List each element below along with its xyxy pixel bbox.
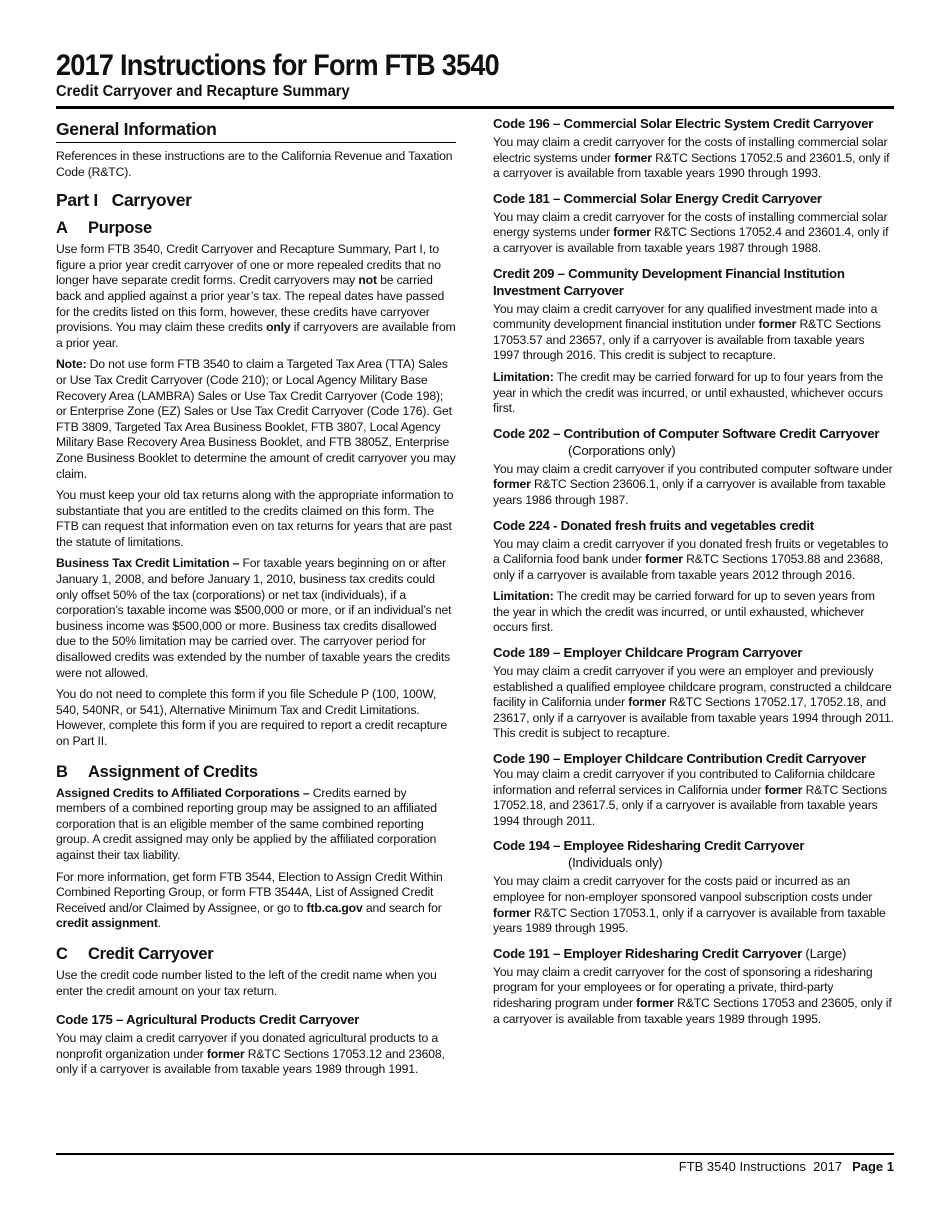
general-information-text: References in these instructions are to the California Revenue and Taxation Code (R&TC). [56, 149, 453, 179]
section-title: Credit Carryover [88, 944, 214, 963]
section-letter: C [56, 944, 68, 963]
more-information-paragraph: For more information, get form FTB 3544, Election to Assign Credit Within Combined Reporting Group, or form FTB 3544A, List of Assigned Credit Received and/or Claimed by Assignee, or go to ftb.ca.gov and search for credit assignment. [56, 869, 443, 931]
code-202-paragraph: You may claim a credit carryover if you contributed computer software under former R&TC Section 23606.1, only if a carryover is available from taxable years 1986 through 1987. [493, 461, 893, 507]
footer-rule [56, 1153, 894, 1155]
header-rule [56, 106, 894, 109]
section-letter: A [56, 219, 68, 238]
section-c-heading [56, 944, 456, 964]
purpose-paragraph: Use form FTB 3540, Credit Carryover and Recapture Summary, Part I, to figure a prior year credit carryover of one or more repealed credits that no longer have separate credit forms. Credit carryovers may not be carried back and applied against a prior year’s tax. The repeal dates have passed for the credits listed on this form, however, these credits have carryover provisions. You may claim these credits only if carryovers are available from a prior year. [56, 242, 456, 350]
keep-returns-paragraph: You must keep your old tax returns along with the appropriate information to substantiate that you are entitled to the credits claimed on this form. The FTB can request that information even on tax returns for years that are past the statute of limitations. [56, 488, 454, 549]
code-190-heading: Code 190 – Employer Childcare Contribution Credit Carryover [493, 751, 866, 767]
code-202-heading: Code 202 – Contribution of Computer Software Credit Carryover (Corporations only) [493, 425, 880, 458]
footer-document: FTB 3540 Instructions 2017 [678, 1159, 843, 1174]
two-column-body [56, 116, 894, 1084]
code-224-limitation: Limitation: The credit may be carried forward for up to seven years from the year in which the credit was incurred, or until exhausted, whichever occurs first. [493, 589, 875, 635]
code-181-heading: Code 181 – Commercial Solar Energy Credit Carryover [493, 190, 822, 206]
code-194-paragraph: You may claim a credit carryover for the costs paid or incurred as an employee for non-employer sponsored vanpool subscription costs under former R&TC Section 17053.1, only if a carryover is available from taxable years 1989 through 1995. [493, 874, 886, 936]
code-181-paragraph: You may claim a credit carryover for the costs of installing commercial solar energy systems under former R&TC Sections 17052.4 and 23601.4, only if a carryover is available from taxable years 1987 through 1988. [493, 209, 889, 255]
schedule-p-paragraph: You do not need to complete this form if you file Schedule P (100, 100W, 540, 540NR, or 541), Alternative Minimum Tax and Credit Limitations. However, complete this form if you are required to report a credit recapture on Part II. [56, 687, 447, 748]
note-paragraph: Note: Do not use form FTB 3540 to claim a Targeted Tax Area (TTA) Sales or Use Tax Credit Carryover (Code 210); or Local Agency Military Base Recovery Area (LAMBRA) Sales or Use Tax Credit Carryover (Code 198); or Enterprise Zone (EZ) Sales or Use Tax Credit Carryover (Code 176). Get FTB 3809, Targeted Tax Area Business Booklet, FTB 3807, Local Agency Military Base Recovery Area Business Booklet, and FTB 3805Z, Enterprise Zone Business Booklet to determine the amount of credit carryover you may claim. [56, 357, 456, 481]
code-190-paragraph: You may claim a credit carryover if you contributed to California childcare information and referral services in California under former R&TC Sections 17052.18, and 23617.5, only if a carryover is available from taxable years 1994 through 2011. [493, 767, 887, 828]
assigned-credits-paragraph: Assigned Credits to Affiliated Corporations – Credits earned by members of a combined reporting group may be assigned to an affiliated corporation that is an eligible member of the same combined reporting group. A credit assigned may only be applied by the affiliated corporation against their tax liability. [56, 785, 437, 862]
code-209-heading: Credit 209 – Community Development Financial Institution Investment Carryover [493, 265, 845, 298]
page-footer [679, 1159, 894, 1175]
code-191-heading: Code 191 – Employer Ridesharing Credit Carryover (Large) [493, 945, 847, 961]
code-189-paragraph: You may claim a credit carryover if you were an employer and previously established a qualified employee childcare program, constructed a childcare facility in California under former R&TC Sections 17052.17, 17052.18, and 23617, only if a carryover is available from taxable years 1994 through 2011. This credit is subject to recapture. [493, 664, 894, 741]
general-information-heading: General Information [56, 119, 456, 143]
code-189-heading: Code 189 – Employer Childcare Program Carryover [493, 645, 803, 661]
code-209-limitation: Limitation: The credit may be carried forward for up to four years from the year in which the credit was incurred, or until exhausted, whichever occurs first. [493, 369, 884, 416]
document-subtitle: Credit Carryover and Recapture Summary [56, 83, 350, 100]
code-196-paragraph: You may claim a credit carryover for the costs of installing commercial solar electric systems under former R&TC Sections 17052.5 and 23601.5, only if a carryover is available from taxable years 1990 through 1993. [493, 135, 890, 181]
code-196-heading: Code 196 – Commercial Solar Electric System Credit Carryover [493, 116, 874, 131]
code-175-paragraph: You may claim a credit carryover if you donated agricultural products to a nonprofit organization under former R&TC Sections 17053.12 and 23608, only if a carryover is available from taxable years 1989 through 1991. [56, 1031, 445, 1077]
page [56, 50, 894, 1084]
section-letter: B [56, 762, 68, 781]
left-column [56, 119, 456, 1084]
code-224-paragraph: You may claim a credit carryover if you donated fresh fruits or vegetables to a California food bank under former R&TC Sections 17053.88 and 23688, only if a carryover is available from taxable years 2012 through 2016. [493, 536, 889, 582]
code-194-heading: Code 194 – Employee Ridesharing Credit Carryover (Individuals only) [493, 838, 805, 871]
code-191-paragraph: You may claim a credit carryover for the cost of sponsoring a ridesharing program for your employees or for operating a private, third-party ridesharing program under former R&TC Sections 17053 and 23605, only if a carryover is available from taxable years 1989 through 1995. [493, 964, 892, 1026]
code-209-paragraph: You may claim a credit carryover for any qualified investment made into a community development financial institution under former R&TC Sections 17053.57 and 23657, only if a carryover is available from taxable years 1997 through 2016. This credit is subject to recapture. [493, 301, 881, 363]
right-column [493, 116, 894, 1084]
section-b-heading [56, 762, 456, 782]
page-number: Page 1 [852, 1159, 894, 1174]
ftb-website-link[interactable]: ftb.ca.gov [306, 900, 363, 915]
credit-carryover-paragraph: Use the credit code number listed to the left of the credit name when you enter the credit amount on your tax return. [56, 967, 437, 998]
code-224-heading: Code 224 - Donated fresh fruits and vegetables credit [493, 517, 814, 533]
section-title: Purpose [88, 219, 152, 238]
section-title: Assignment of Credits [88, 762, 258, 781]
part-1-heading: Part I Carryover [56, 190, 192, 211]
section-a-heading [56, 218, 456, 238]
code-175-heading: Code 175 – Agricultural Products Credit Carryover [56, 1012, 360, 1028]
business-tax-credit-limitation-paragraph: Business Tax Credit Limitation – For taxable years beginning on or after January 1, 2008, and before January 1, 2010, business tax credits could only offset 50% of the tax (corporations) or net tax (individuals), if a corporation’s taxable income was $500,000 or more, or if an individual’s net business income was $500,000 or more. Business tax credits disallowed due to the 50% limitation may be carried over. The carryover period for disallowed credits was extended by the number of taxable years the credits were not allowed. [56, 556, 452, 680]
document-title: 2017 Instructions for Form FTB 3540 [56, 49, 499, 82]
